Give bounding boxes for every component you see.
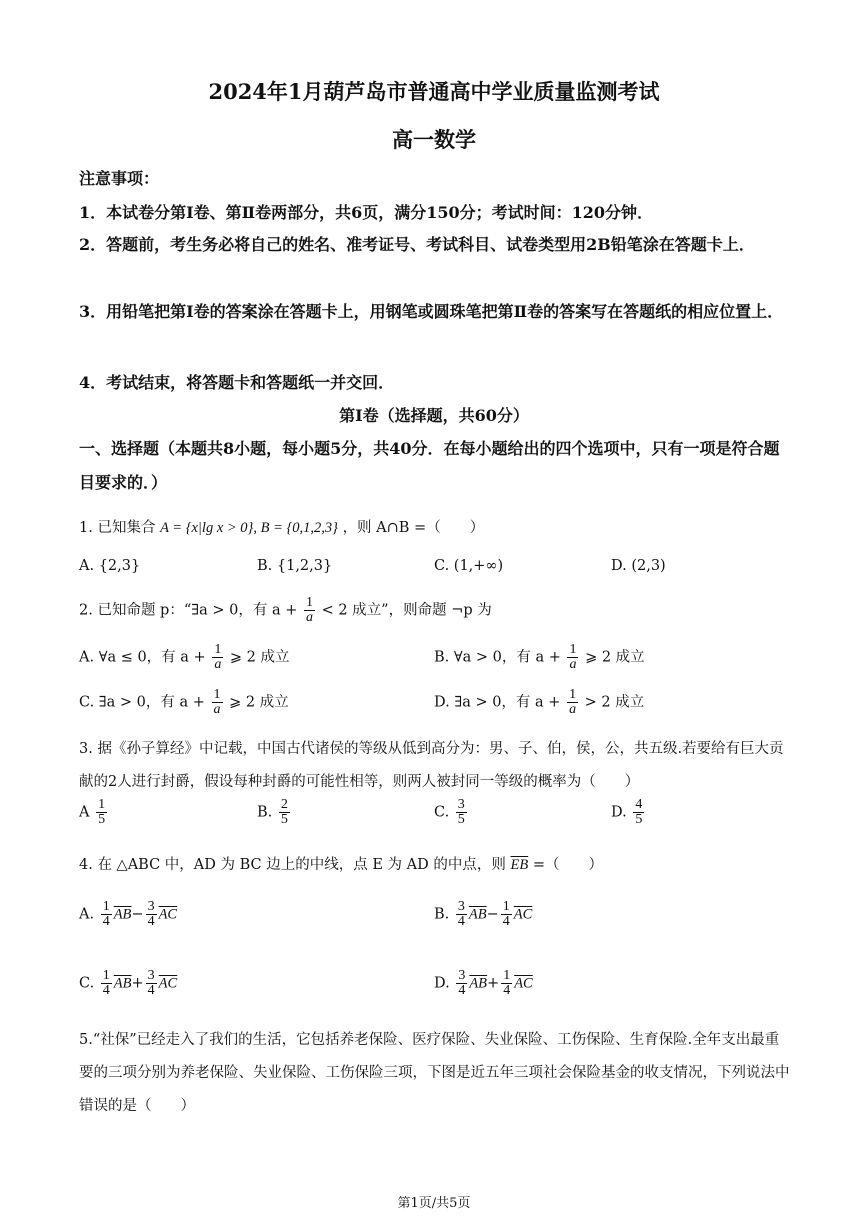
fraction	[456, 900, 467, 929]
option-label: A	[79, 804, 90, 821]
fraction-num: 1	[214, 642, 222, 657]
question-5: 5.“社保”已经走入了我们的生活，它包括养老保险、医疗保险、失业保险、工伤保险、生育保险.全年支出最重要的三项分别为养老保险、失业保险、工伤保险三项，下图是近五年三项社会保险基金的收支情况，下列说法中错误的是（ ）	[79, 1032, 790, 1114]
option-text: A. ∀a ≤ 0，有 a +	[79, 649, 206, 666]
question-1	[79, 516, 484, 537]
option-text: B. ∀a > 0，有 a +	[434, 649, 561, 666]
q3-option-b[interactable]	[257, 798, 292, 827]
q2-option-a[interactable]	[79, 643, 290, 672]
vector-ab: $\overline{AB}$	[469, 975, 488, 992]
q2-option-c[interactable]	[79, 688, 289, 717]
vector-ab: $\overline{AB}$	[468, 906, 487, 923]
fraction-den: a	[305, 610, 313, 625]
fraction	[212, 688, 223, 717]
fraction-den: 5	[457, 812, 465, 827]
q2-option-b[interactable]	[434, 643, 645, 672]
fraction-num: 1	[102, 899, 110, 914]
notice-item: 2．答题前，考生务必将自己的姓名、准考证号、考试科目、试卷类型用2B铅笔涂在答题卡上．	[79, 235, 755, 254]
question-4-stem: 4. 在 △ABC 中，AD 为 BC 边上的中线，点 E 为 AD 的中点，则	[79, 857, 506, 873]
notice-item: 4．考试结束，将答题卡和答题纸一并交回．	[79, 373, 395, 392]
fraction-num: 1	[213, 687, 221, 702]
question-2	[79, 596, 492, 625]
fraction-num: 1	[98, 797, 106, 812]
option-text: > 2 成立	[584, 694, 645, 711]
fraction-den: 4	[102, 914, 110, 929]
question-2-stem-a: 2. 已知命题 p：“∃a > 0，有 a +	[79, 602, 298, 619]
fraction	[456, 798, 467, 827]
fraction-num: 1	[569, 642, 577, 657]
fraction	[279, 798, 290, 827]
q3-option-c[interactable]	[434, 798, 469, 827]
q1-option-d[interactable]: D. (2,3)	[611, 558, 666, 574]
question-1-sets: A = {x|lg x > 0}, B = {0,1,2,3}	[160, 520, 338, 536]
option-text: ⩾ 2 成立	[229, 694, 289, 711]
operator: +	[487, 975, 500, 992]
fraction-den: 4	[502, 914, 510, 929]
fraction-den: a	[214, 657, 222, 672]
option-label: D.	[434, 975, 450, 992]
fraction-den: 5	[280, 812, 288, 827]
option-label: B.	[257, 804, 273, 821]
q4-option-b[interactable]	[434, 900, 532, 929]
fraction-den: a	[569, 657, 577, 672]
q1-option-c[interactable]: C. (1,+∞)	[434, 558, 504, 574]
fraction-den: 4	[102, 983, 110, 998]
fraction-den: 4	[503, 983, 511, 998]
operator: +	[131, 975, 144, 992]
q4-option-c[interactable]	[79, 969, 177, 998]
q2-option-d[interactable]	[434, 688, 644, 717]
fraction	[101, 969, 112, 998]
fraction-num: 3	[147, 899, 155, 914]
vector-ac: $\overline{AC}$	[514, 975, 533, 992]
question-1-prefix: 1. 已知集合	[79, 520, 156, 536]
option-label: C.	[434, 804, 450, 821]
exam-subtitle: 高一数学	[392, 127, 476, 152]
option-text: ⩾ 2 成立	[585, 649, 645, 666]
fraction-den: 5	[635, 812, 643, 827]
fraction-num: 3	[457, 899, 465, 914]
fraction-num: 2	[280, 797, 288, 812]
exam-title: 2024年1月葫芦岛市普通高中学业质量监测考试	[208, 79, 660, 104]
option-label: B.	[434, 906, 450, 923]
fraction-num: 4	[635, 797, 643, 812]
q1-option-a[interactable]: A. {2,3}	[79, 558, 141, 574]
vector-ab: $\overline{AB}$	[113, 906, 132, 923]
fraction	[567, 688, 578, 717]
fraction	[96, 798, 107, 827]
fraction-num: 3	[458, 968, 466, 983]
part-intro: 一、选择题（本题共8小题，每小题5分，共40分．在每小题给出的四个选项中，只有一项是符合题目要求的．）	[79, 439, 780, 492]
fraction	[304, 596, 315, 625]
fraction-num: 1	[102, 968, 110, 983]
vector-ac: $\overline{AC}$	[513, 906, 533, 923]
question-2-stem-b: < 2 成立”，则命题 ¬p 为	[321, 602, 492, 619]
notice-item: 3．用铅笔把第Ⅰ卷的答案涂在答题卡上，用钢笔或圆珠笔把第Ⅱ卷的答案写在答题纸的相应位置上．	[79, 302, 784, 321]
section-title: 第Ⅰ卷（选择题，共60分）	[339, 406, 529, 425]
fraction-num: 1	[569, 687, 577, 702]
vector-ac: $\overline{AC}$	[158, 975, 178, 992]
fraction-num: 3	[457, 797, 465, 812]
fraction-den: a	[569, 702, 577, 717]
option-label: A.	[79, 906, 95, 923]
question-4	[79, 853, 603, 874]
fraction-num: 3	[147, 968, 155, 983]
option-label: D.	[611, 804, 627, 821]
fraction	[212, 643, 223, 672]
operator: −	[131, 906, 144, 923]
vector-ac: $\overline{AC}$	[158, 906, 178, 923]
fraction	[501, 969, 512, 998]
fraction-den: 4	[147, 914, 155, 929]
fraction-den: 4	[458, 983, 466, 998]
vector-eb: $\overline{EB}$	[510, 857, 529, 873]
operator: −	[486, 906, 499, 923]
vector-ab: $\overline{AB}$	[113, 975, 132, 992]
q4-option-a[interactable]	[79, 900, 177, 929]
fraction-den: 5	[98, 812, 106, 827]
q3-option-a[interactable]	[79, 798, 109, 827]
fraction	[146, 900, 157, 929]
notice-heading: 注意事项：	[79, 169, 160, 188]
fraction	[501, 900, 512, 929]
option-text: ⩾ 2 成立	[229, 649, 290, 666]
option-text: D. ∃a > 0，有 a +	[434, 694, 561, 711]
page-number: 第1页/共5页	[397, 1196, 471, 1211]
notice-item: 1．本试卷分第Ⅰ卷、第Ⅱ卷两部分，共6页，满分150分；考试时间：120分钟．	[79, 203, 654, 222]
fraction	[146, 969, 157, 998]
question-4-stem-end: =（ ）	[532, 857, 603, 873]
fraction-den: 4	[147, 983, 155, 998]
fraction	[456, 969, 467, 998]
fraction	[633, 798, 644, 827]
option-label: C.	[79, 975, 95, 992]
fraction-den: a	[213, 702, 221, 717]
fraction	[101, 900, 112, 929]
question-3: 3. 据《孙子算经》中记载，中国古代诸侯的等级从低到高分为：男、子、伯，侯，公，共五级.若要给有巨大贡献的2人进行封爵，假设每种封爵的可能性相等，则两人被封同一等级的概率为（ ）	[79, 741, 784, 790]
fraction	[567, 643, 578, 672]
option-text: C. ∃a > 0，有 a +	[79, 694, 205, 711]
fraction-num: 1	[305, 595, 313, 610]
question-1-suffix: ，则 A∩B =（ ）	[342, 520, 485, 536]
fraction-num: 1	[502, 899, 510, 914]
fraction-den: 4	[457, 914, 465, 929]
q3-option-d[interactable]	[611, 798, 646, 827]
fraction-num: 1	[503, 968, 511, 983]
q4-option-d[interactable]	[434, 969, 533, 998]
q1-option-b[interactable]: B. {1,2,3}	[257, 558, 333, 574]
